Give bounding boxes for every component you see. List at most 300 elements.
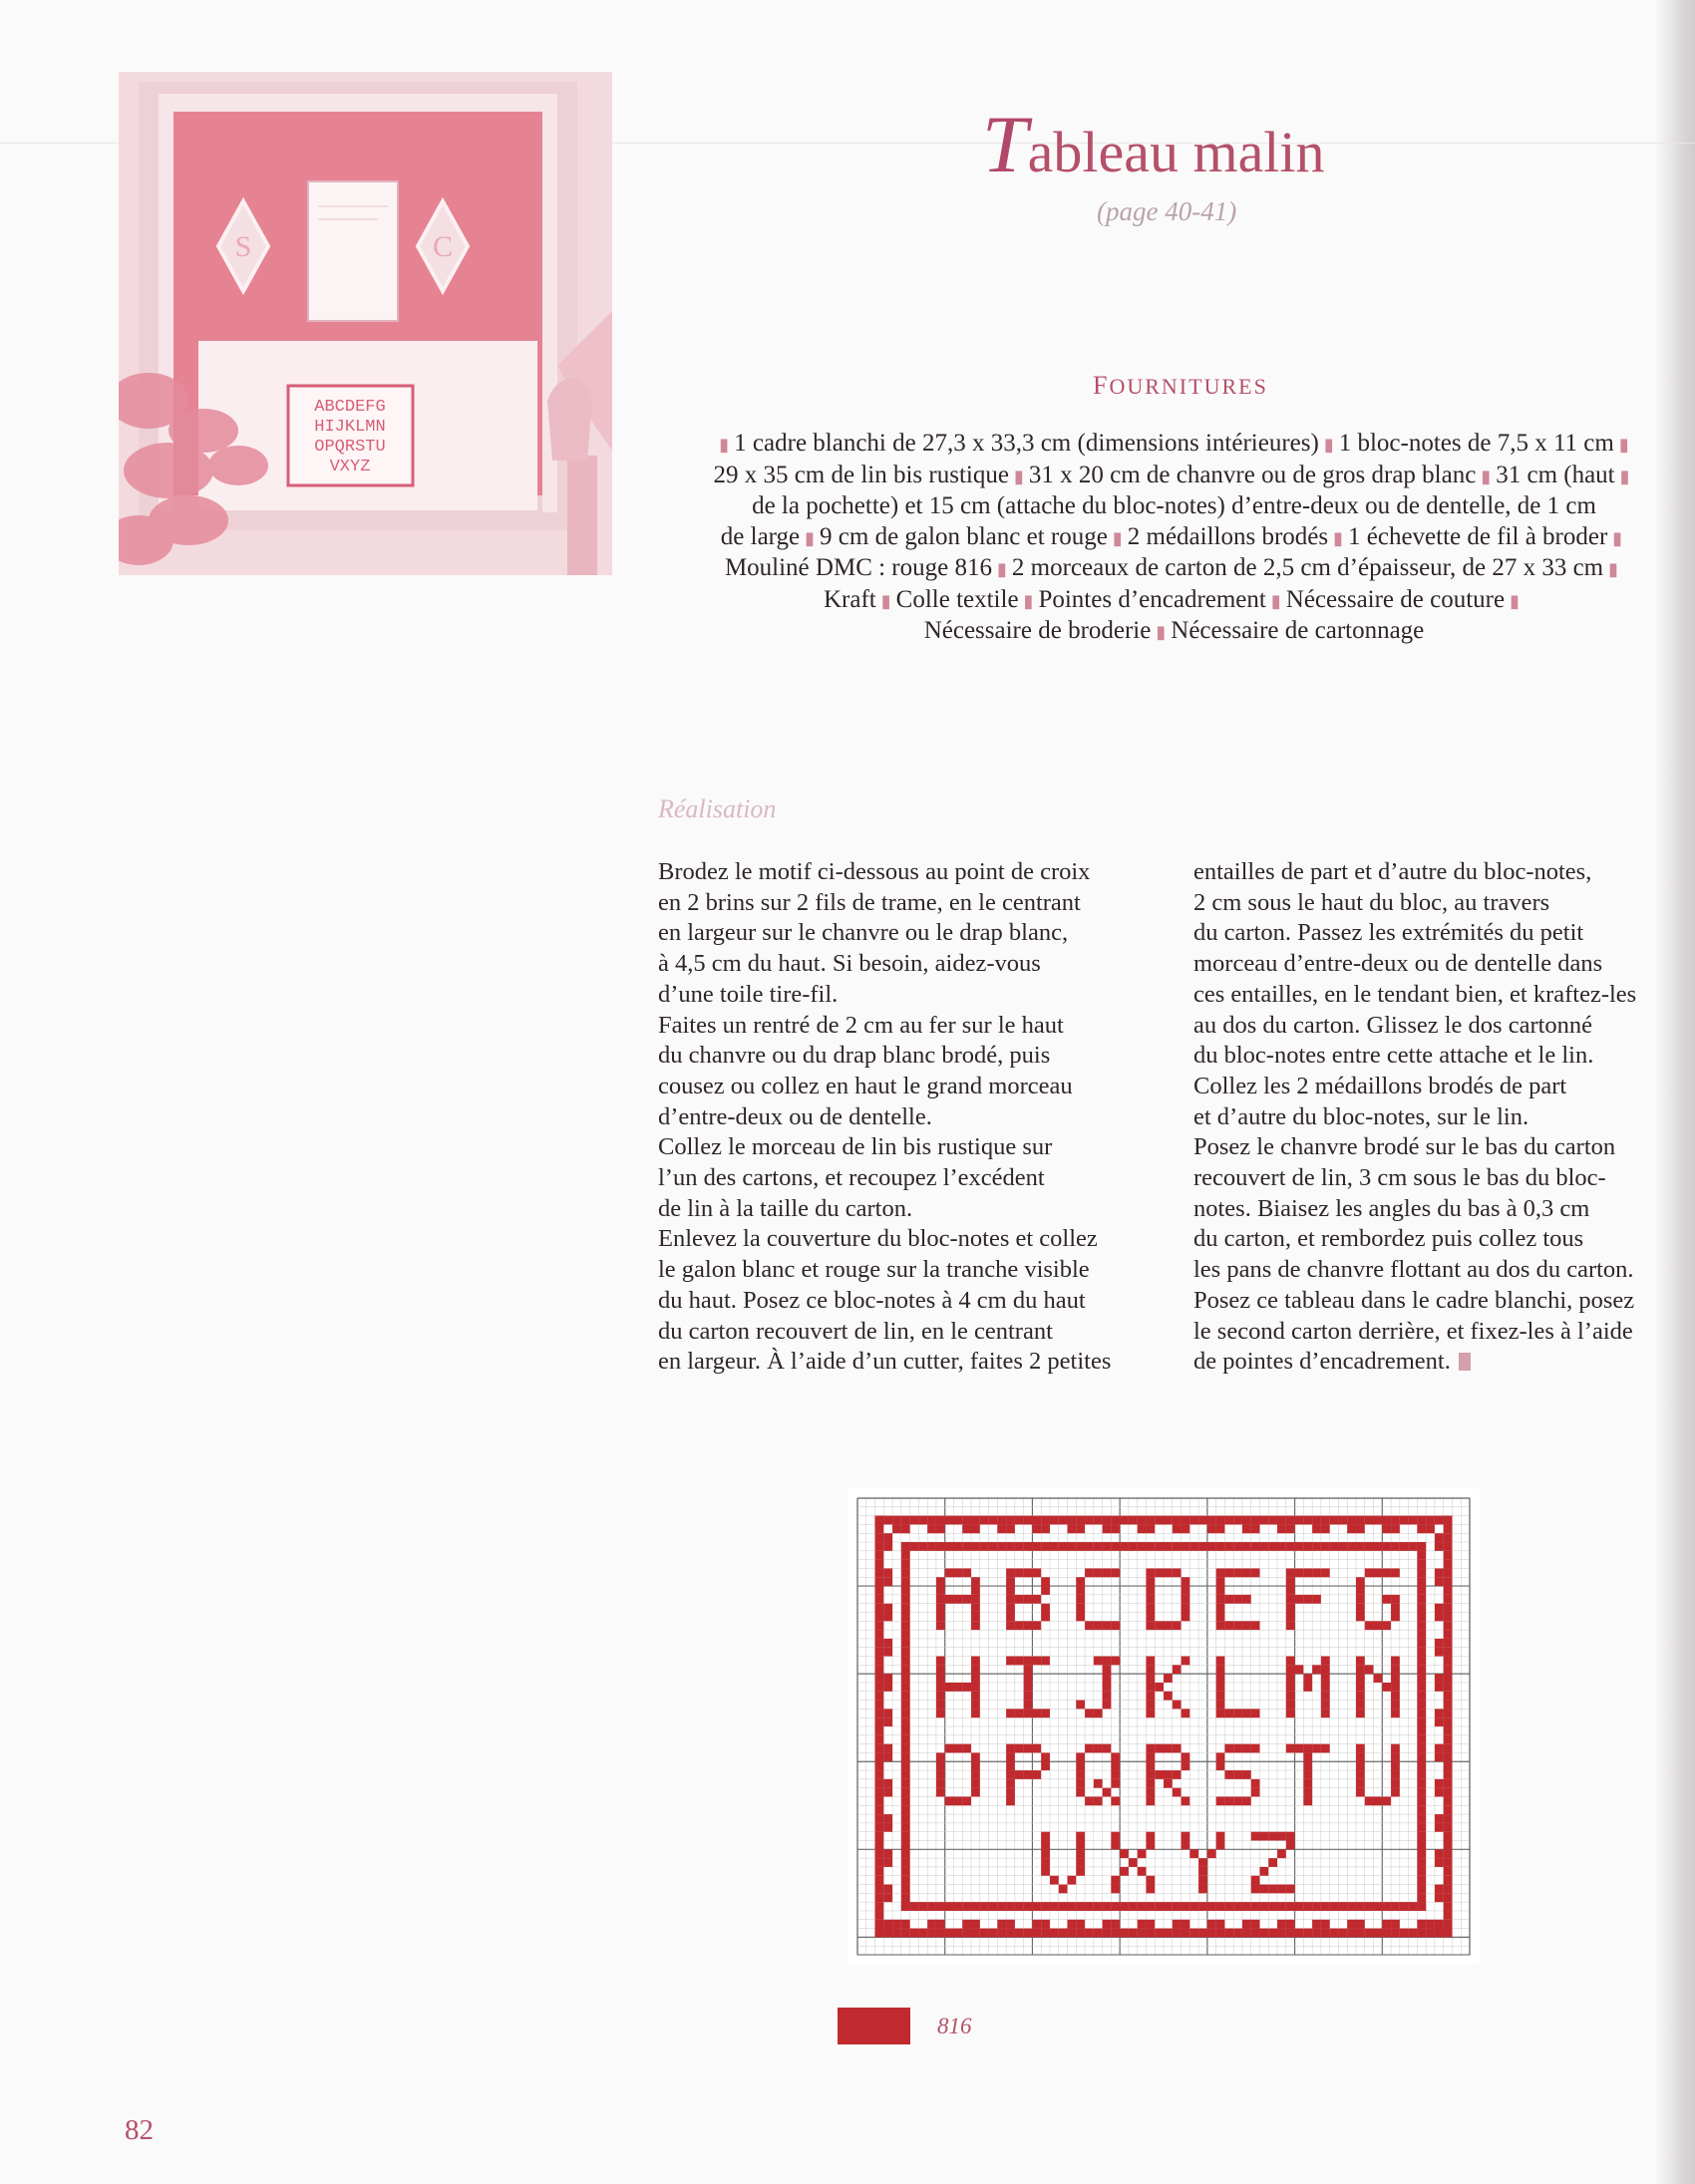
inner-border-stitch (901, 1639, 910, 1648)
letter-stitch (1391, 1752, 1400, 1761)
letter-stitch (1286, 1568, 1295, 1577)
realisation-heading: Réalisation (658, 794, 777, 823)
letter-stitch (1111, 1770, 1120, 1779)
letter-stitch (936, 1752, 945, 1761)
letter-stitch (1050, 1876, 1059, 1885)
inner-border-stitch (1138, 1542, 1147, 1551)
border-stitch (1224, 1516, 1233, 1525)
letter-stitch (1356, 1779, 1365, 1788)
letter-stitch (1085, 1796, 1094, 1805)
inner-border-stitch (1417, 1849, 1426, 1858)
letter-stitch (1374, 1568, 1383, 1577)
border-stitch (883, 1929, 892, 1938)
letter-stitch (1076, 1577, 1085, 1586)
letter-stitch (1041, 1761, 1050, 1770)
border-stitch (1259, 1516, 1268, 1525)
letter-stitch (1356, 1701, 1365, 1710)
inner-border-stitch (1417, 1639, 1426, 1648)
border-stitch (1207, 1516, 1216, 1525)
inner-border-stitch (1173, 1902, 1182, 1911)
border-stitch (875, 1621, 884, 1630)
letter-stitch (1076, 1858, 1085, 1867)
letter-stitch (1076, 1752, 1085, 1761)
letter-stitch (1224, 1709, 1233, 1717)
letter-stitch (1182, 1657, 1190, 1666)
page-number: 82 (125, 2114, 154, 2146)
letter-stitch (1365, 1665, 1374, 1674)
border-stitch (1286, 1524, 1295, 1533)
border-stitch (883, 1779, 892, 1788)
letter-stitch (1173, 1788, 1182, 1797)
letter-stitch (1076, 1586, 1085, 1595)
letter-stitch (1173, 1770, 1182, 1779)
border-stitch (1347, 1929, 1356, 1938)
text-line-content: en 2 brins sur 2 fils de trame, en le centrant (658, 888, 1081, 916)
inner-border-stitch (1338, 1902, 1347, 1911)
border-stitch (883, 1568, 892, 1577)
letter-stitch (1032, 1657, 1041, 1666)
border-stitch (1111, 1920, 1120, 1929)
letter-stitch (1076, 1761, 1085, 1770)
letter-stitch (1216, 1683, 1225, 1692)
letter-stitch (971, 1779, 980, 1788)
letter-stitch (1146, 1876, 1155, 1885)
letter-stitch (1233, 1568, 1242, 1577)
letter-stitch (1041, 1613, 1050, 1622)
border-stitch (1120, 1516, 1129, 1525)
letter-stitch (1024, 1595, 1033, 1604)
cross-stitch-chart (848, 1488, 1480, 1965)
letter-stitch (1391, 1657, 1400, 1666)
supplies-list (653, 429, 1695, 648)
border-stitch (1216, 1524, 1225, 1533)
border-stitch (1111, 1929, 1120, 1938)
border-stitch (875, 1595, 884, 1604)
letter-stitch (1103, 1674, 1112, 1683)
inner-border-stitch (1068, 1542, 1077, 1551)
inner-border-stitch (1417, 1832, 1426, 1841)
letter-stitch (1155, 1683, 1164, 1692)
letter-stitch (1006, 1577, 1015, 1586)
letter-stitch (936, 1674, 945, 1683)
border-stitch (997, 1929, 1006, 1938)
border-stitch (1347, 1516, 1356, 1525)
border-stitch (875, 1639, 884, 1648)
text-line (1193, 1224, 1692, 1255)
border-stitch (936, 1516, 945, 1525)
border-stitch (971, 1920, 980, 1929)
letter-stitch (1146, 1885, 1155, 1894)
border-stitch (875, 1761, 884, 1770)
border-stitch (1277, 1524, 1286, 1533)
border-stitch (901, 1516, 910, 1525)
letter-stitch (1286, 1657, 1295, 1666)
letter-stitch (1006, 1657, 1015, 1666)
letter-stitch (1024, 1701, 1033, 1710)
supply-item: Pointes d’encadrement (1038, 585, 1266, 613)
border-stitch (1435, 1639, 1444, 1648)
border-stitch (1286, 1516, 1295, 1525)
letter-stitch (1006, 1568, 1015, 1577)
border-stitch (1312, 1929, 1321, 1938)
photo-illustration (119, 72, 612, 575)
letter-stitch (1303, 1683, 1312, 1692)
inner-border-stitch (1111, 1902, 1120, 1911)
letter-stitch (1391, 1683, 1400, 1692)
inner-border-stitch (918, 1902, 927, 1911)
border-stitch (1085, 1516, 1094, 1525)
border-stitch (1435, 1779, 1444, 1788)
inner-border-stitch (1138, 1902, 1147, 1911)
border-stitch (1374, 1929, 1383, 1938)
border-stitch (1173, 1920, 1182, 1929)
border-stitch (1277, 1929, 1286, 1938)
letter-stitch (1242, 1796, 1251, 1805)
text-line-content: les pans de chanvre flottant au dos du carton. (1193, 1256, 1634, 1284)
text-line-content: du carton. Passez les extrémités du petit (1193, 919, 1584, 947)
inner-border-stitch (901, 1621, 910, 1630)
border-stitch (1382, 1516, 1391, 1525)
letter-stitch (1076, 1613, 1085, 1622)
letter-stitch (1015, 1595, 1024, 1604)
letter-stitch (945, 1796, 954, 1805)
letter-stitch (971, 1577, 980, 1586)
inner-border-stitch (1417, 1841, 1426, 1850)
border-stitch (1435, 1709, 1444, 1717)
border-stitch (1321, 1524, 1330, 1533)
border-stitch (1182, 1920, 1190, 1929)
text-line-content: notes. Biaisez les angles du bas à 0,3 cm (1193, 1194, 1590, 1222)
border-stitch (918, 1929, 927, 1938)
text-line (658, 1041, 1157, 1072)
border-stitch (1426, 1516, 1435, 1525)
text-line-content: d’entre-deux ou de dentelle. (658, 1102, 932, 1130)
inner-border-stitch (1356, 1902, 1365, 1911)
inner-border-stitch (1417, 1893, 1426, 1902)
letter-stitch (936, 1613, 945, 1622)
border-stitch (892, 1920, 901, 1929)
title-rest: ableau malin (1027, 120, 1325, 184)
text-line (1193, 1194, 1692, 1225)
letter-stitch (1312, 1744, 1321, 1753)
inner-border-stitch (971, 1902, 980, 1911)
supply-item: 9 cm de galon blanc et rouge (820, 522, 1108, 550)
inner-border-stitch (901, 1604, 910, 1613)
inner-border-stitch (953, 1902, 962, 1911)
border-stitch (883, 1613, 892, 1622)
border-stitch (1435, 1849, 1444, 1858)
inner-border-stitch (1347, 1902, 1356, 1911)
border-stitch (1391, 1920, 1400, 1929)
inner-border-stitch (997, 1542, 1006, 1551)
border-stitch (1444, 1867, 1453, 1876)
border-stitch (1444, 1858, 1453, 1867)
letter-stitch (1374, 1621, 1383, 1630)
letter-stitch (1356, 1657, 1365, 1666)
border-stitch (1435, 1717, 1444, 1726)
inner-border-stitch (1259, 1902, 1268, 1911)
border-stitch (1032, 1920, 1041, 1929)
letter-stitch (1111, 1885, 1120, 1894)
inner-border-stitch (945, 1902, 954, 1911)
letter-stitch (1216, 1621, 1225, 1630)
border-stitch (1164, 1516, 1173, 1525)
letter-stitch (1303, 1788, 1312, 1797)
border-stitch (1207, 1920, 1216, 1929)
instructions-column-1 (658, 857, 1157, 1378)
letter-stitch (1391, 1779, 1400, 1788)
text-line (658, 1163, 1157, 1194)
border-stitch (1286, 1920, 1295, 1929)
inner-border-stitch (1417, 1823, 1426, 1832)
letter-stitch (1164, 1779, 1173, 1788)
border-stitch (980, 1516, 989, 1525)
border-stitch (875, 1542, 884, 1551)
text-line (1193, 1072, 1692, 1102)
inner-border-stitch (1224, 1902, 1233, 1911)
border-stitch (989, 1929, 998, 1938)
inner-border-stitch (1417, 1867, 1426, 1876)
border-stitch (875, 1568, 884, 1577)
border-stitch (1444, 1805, 1453, 1814)
inner-border-stitch (1233, 1902, 1242, 1911)
letter-stitch (1382, 1568, 1391, 1577)
inner-border-stitch (1417, 1779, 1426, 1788)
letter-stitch (1356, 1613, 1365, 1622)
letter-stitch (1321, 1657, 1330, 1666)
text-line (658, 1011, 1157, 1042)
letter-stitch (1032, 1770, 1041, 1779)
supply-item: Nécessaire de broderie (923, 617, 1152, 644)
inner-border-stitch (901, 1665, 910, 1674)
supply-item: 31 x 20 cm de chanvre ou de gros drap blanc (1028, 461, 1477, 488)
letter-stitch (1146, 1568, 1155, 1577)
letter-stitch (1242, 1709, 1251, 1717)
text-line (1193, 888, 1692, 919)
inner-border-stitch (1365, 1902, 1374, 1911)
inner-border-stitch (1164, 1542, 1173, 1551)
border-stitch (936, 1920, 945, 1929)
inner-border-stitch (901, 1841, 910, 1850)
inner-border-stitch (901, 1709, 910, 1717)
border-stitch (1268, 1516, 1277, 1525)
inner-border-stitch (1417, 1805, 1426, 1814)
inner-border-stitch (1155, 1902, 1164, 1911)
border-stitch (1444, 1533, 1453, 1542)
letter-stitch (1189, 1849, 1198, 1858)
border-stitch (1103, 1920, 1112, 1929)
letter-stitch (971, 1595, 980, 1604)
border-stitch (1068, 1516, 1077, 1525)
border-stitch (883, 1744, 892, 1753)
letter-stitch (1216, 1796, 1225, 1805)
letter-stitch (1041, 1586, 1050, 1595)
letter-stitch (1251, 1832, 1260, 1841)
letter-stitch (936, 1604, 945, 1613)
border-stitch (875, 1779, 884, 1788)
border-stitch (1041, 1920, 1050, 1929)
border-stitch (875, 1911, 884, 1920)
border-stitch (875, 1516, 884, 1525)
border-stitch (875, 1805, 884, 1814)
border-stitch (1330, 1929, 1339, 1938)
bullet-icon: ▮ (1323, 435, 1334, 455)
border-stitch (875, 1832, 884, 1841)
inner-border-stitch (901, 1701, 910, 1710)
letter-stitch (953, 1683, 962, 1692)
letter-stitch (971, 1621, 980, 1630)
border-stitch (1138, 1920, 1147, 1929)
text-line-content: entailles de part et d’autre du bloc-notes, (1193, 858, 1592, 885)
inner-border-stitch (901, 1630, 910, 1639)
letter-stitch (962, 1744, 971, 1753)
letter-stitch (1006, 1586, 1015, 1595)
inner-border-stitch (901, 1814, 910, 1823)
letter-stitch (1138, 1849, 1147, 1858)
letter-stitch (1182, 1577, 1190, 1586)
border-stitch (1146, 1920, 1155, 1929)
border-stitch (875, 1630, 884, 1639)
border-stitch (1444, 1911, 1453, 1920)
border-stitch (1041, 1524, 1050, 1533)
border-stitch (1076, 1929, 1085, 1938)
border-stitch (1312, 1524, 1321, 1533)
border-stitch (1182, 1524, 1190, 1533)
inner-border-stitch (1400, 1902, 1409, 1911)
border-stitch (1444, 1885, 1453, 1894)
letter-stitch (1303, 1770, 1312, 1779)
inner-border-stitch (1417, 1621, 1426, 1630)
letter-stitch (1286, 1613, 1295, 1622)
letter-stitch (1382, 1796, 1391, 1805)
letter-stitch (1146, 1841, 1155, 1850)
inner-border-stitch (1094, 1542, 1103, 1551)
letter-stitch (1024, 1744, 1033, 1753)
inner-border-stitch (901, 1893, 910, 1902)
text-line (1193, 1132, 1692, 1163)
letter-stitch (953, 1595, 962, 1604)
bullet-icon: ▮ (1023, 590, 1034, 611)
letter-stitch (1024, 1709, 1033, 1717)
border-stitch (1032, 1929, 1041, 1938)
inner-border-stitch (901, 1796, 910, 1805)
letter-stitch (971, 1674, 980, 1683)
letter-stitch (1164, 1674, 1173, 1683)
inner-border-stitch (1321, 1902, 1330, 1911)
letter-stitch (971, 1761, 980, 1770)
sampler-row-2: HIJKLMN (314, 418, 386, 437)
border-stitch (1444, 1674, 1453, 1683)
inner-border-stitch (910, 1542, 919, 1551)
border-stitch (997, 1524, 1006, 1533)
letter-stitch (1365, 1568, 1374, 1577)
inner-border-stitch (1189, 1902, 1198, 1911)
letter-stitch (1076, 1849, 1085, 1858)
supplies-line (653, 491, 1695, 522)
letter-stitch (1182, 1586, 1190, 1595)
letter-stitch (1251, 1709, 1260, 1717)
letter-stitch (1024, 1665, 1033, 1674)
border-stitch (901, 1920, 910, 1929)
inner-border-stitch (901, 1551, 910, 1560)
inner-border-stitch (1374, 1902, 1383, 1911)
border-stitch (1295, 1516, 1304, 1525)
border-stitch (1435, 1814, 1444, 1823)
inner-border-stitch (901, 1586, 910, 1595)
border-stitch (1303, 1516, 1312, 1525)
letter-stitch (1015, 1709, 1024, 1717)
border-stitch (1024, 1929, 1033, 1938)
border-stitch (1068, 1920, 1077, 1929)
border-stitch (883, 1709, 892, 1717)
letter-stitch (1155, 1621, 1164, 1630)
inner-border-stitch (1173, 1542, 1182, 1551)
letter-stitch (1286, 1744, 1295, 1753)
inner-border-stitch (980, 1542, 989, 1551)
border-stitch (1138, 1929, 1147, 1938)
letter-stitch (1356, 1709, 1365, 1717)
border-stitch (927, 1516, 936, 1525)
letter-stitch (971, 1709, 980, 1717)
letter-stitch (1303, 1761, 1312, 1770)
letter-stitch (1391, 1674, 1400, 1683)
text-line (658, 1132, 1157, 1163)
border-stitch (875, 1560, 884, 1569)
inner-border-stitch (1417, 1717, 1426, 1726)
inner-border-stitch (1198, 1902, 1207, 1911)
supplies-line (653, 429, 1695, 461)
border-stitch (1338, 1929, 1347, 1938)
border-stitch (1444, 1551, 1453, 1560)
border-stitch (883, 1542, 892, 1551)
inner-border-stitch (1417, 1796, 1426, 1805)
border-stitch (1435, 1744, 1444, 1753)
inner-border-stitch (1050, 1902, 1059, 1911)
border-stitch (1435, 1577, 1444, 1586)
border-stitch (1435, 1752, 1444, 1761)
border-stitch (1189, 1929, 1198, 1938)
text-line-content: le second carton derrière, et fixez-les à l’aide (1193, 1317, 1633, 1345)
letter-stitch (1198, 1885, 1207, 1894)
letter-stitch (1321, 1568, 1330, 1577)
letter-stitch (1321, 1709, 1330, 1717)
letter-stitch (1224, 1770, 1233, 1779)
border-stitch (1068, 1929, 1077, 1938)
letter-stitch (1224, 1595, 1233, 1604)
inner-border-stitch (1382, 1902, 1391, 1911)
letter-stitch (1111, 1568, 1120, 1577)
letter-stitch (1103, 1665, 1112, 1674)
border-stitch (1374, 1516, 1383, 1525)
inner-border-stitch (1129, 1902, 1138, 1911)
letter-stitch (1259, 1885, 1268, 1894)
border-stitch (1444, 1648, 1453, 1657)
border-stitch (883, 1814, 892, 1823)
letter-stitch (1268, 1832, 1277, 1841)
inner-border-stitch (1365, 1542, 1374, 1551)
text-line-content: 2 cm sous le haut du bloc, au travers (1193, 888, 1550, 916)
letter-stitch (1286, 1577, 1295, 1586)
letter-stitch (1259, 1867, 1268, 1876)
letter-stitch (1251, 1885, 1260, 1894)
border-stitch (1426, 1920, 1435, 1929)
letter-stitch (1356, 1595, 1365, 1604)
border-stitch (910, 1929, 919, 1938)
supply-item: 1 échevette de fil à broder (1348, 522, 1608, 550)
letter-stitch (945, 1568, 954, 1577)
border-stitch (1444, 1841, 1453, 1850)
border-stitch (1444, 1692, 1453, 1701)
